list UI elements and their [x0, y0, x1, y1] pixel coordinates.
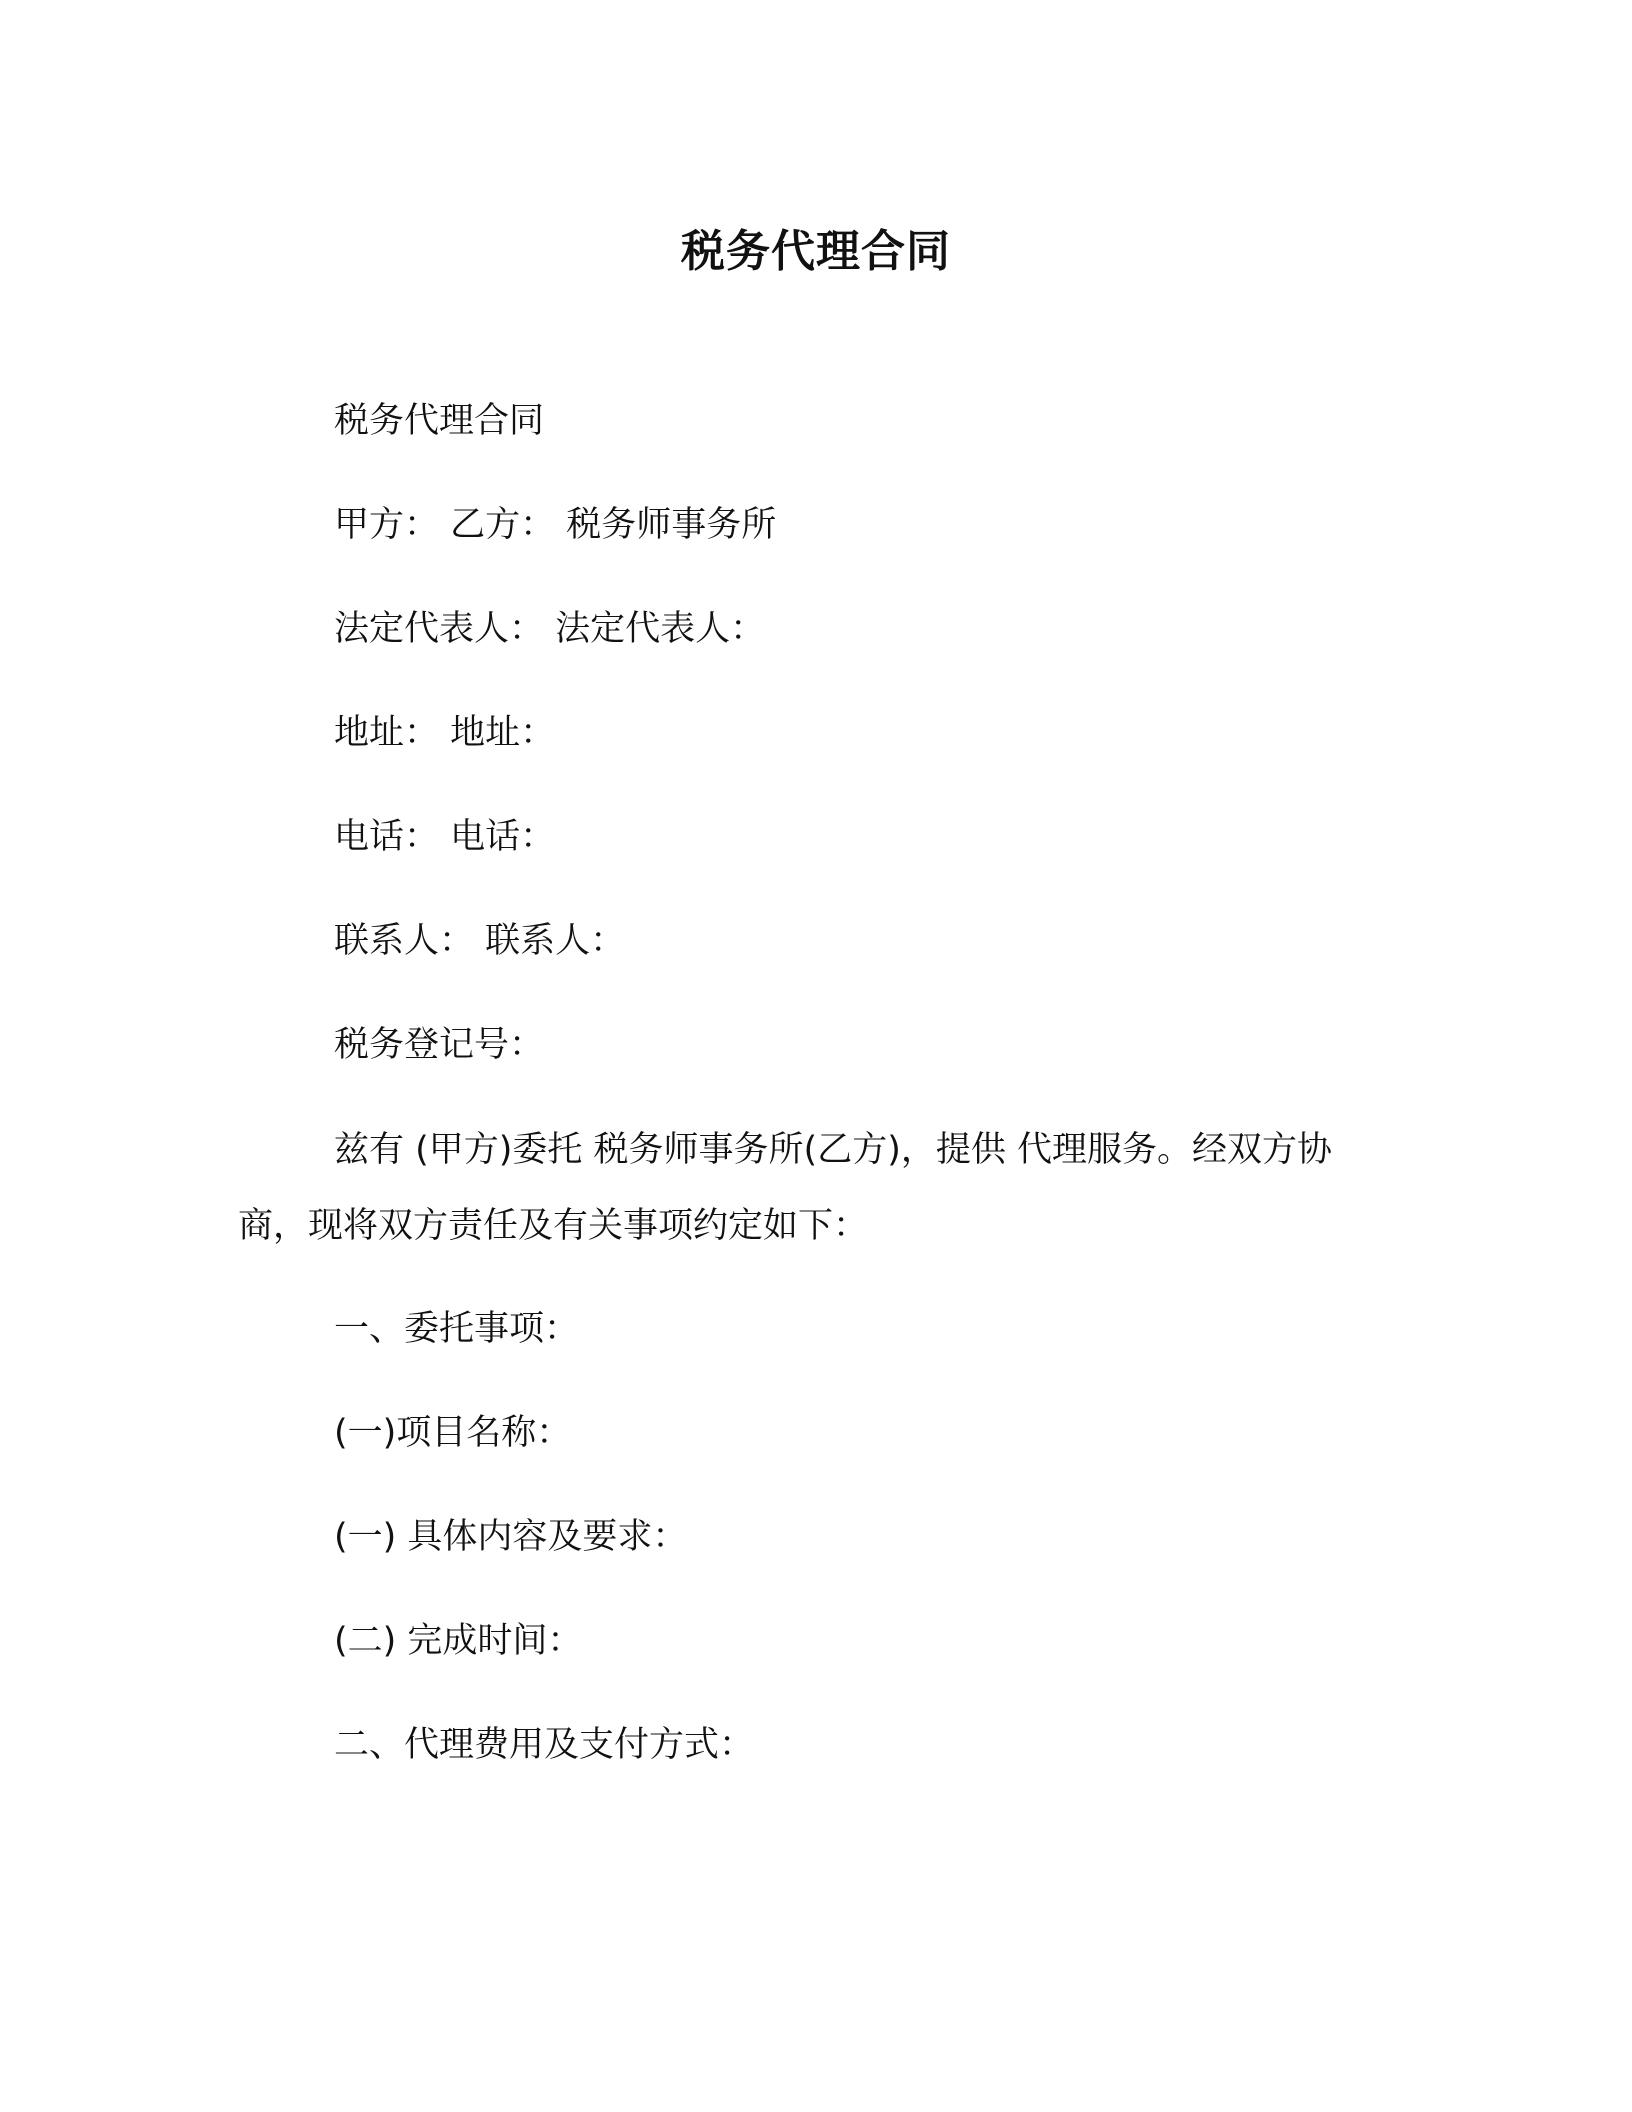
section-heading: 二、代理费用及支付方式： — [334, 1725, 755, 1765]
phone-line: 电话： 电话： — [334, 817, 556, 857]
party-line: 甲方： 乙方： 税务师事务所 — [334, 505, 777, 545]
subtitle-line: 税务代理合同 — [334, 401, 545, 441]
section-heading: 一、委托事项： — [334, 1309, 580, 1349]
intro-paragraph: 兹有 (甲方)委托 税务师事务所(乙方)，提供 代理服务。经双方协商，现将双方责任及有关事项约定如下： — [238, 1130, 1332, 1246]
tax-registration-line: 税务登记号： — [334, 1025, 545, 1065]
section-item: (一) 具体内容及要求： — [334, 1517, 688, 1557]
document-title: 税务代理合同 — [681, 226, 951, 277]
section-item: (一)项目名称： — [334, 1413, 572, 1453]
address-line: 地址： 地址： — [334, 713, 556, 753]
section-item: (二) 完成时间： — [334, 1621, 583, 1661]
contact-line: 联系人： 联系人： — [334, 921, 626, 961]
legal-representative-line: 法定代表人： 法定代表人： — [334, 609, 766, 649]
